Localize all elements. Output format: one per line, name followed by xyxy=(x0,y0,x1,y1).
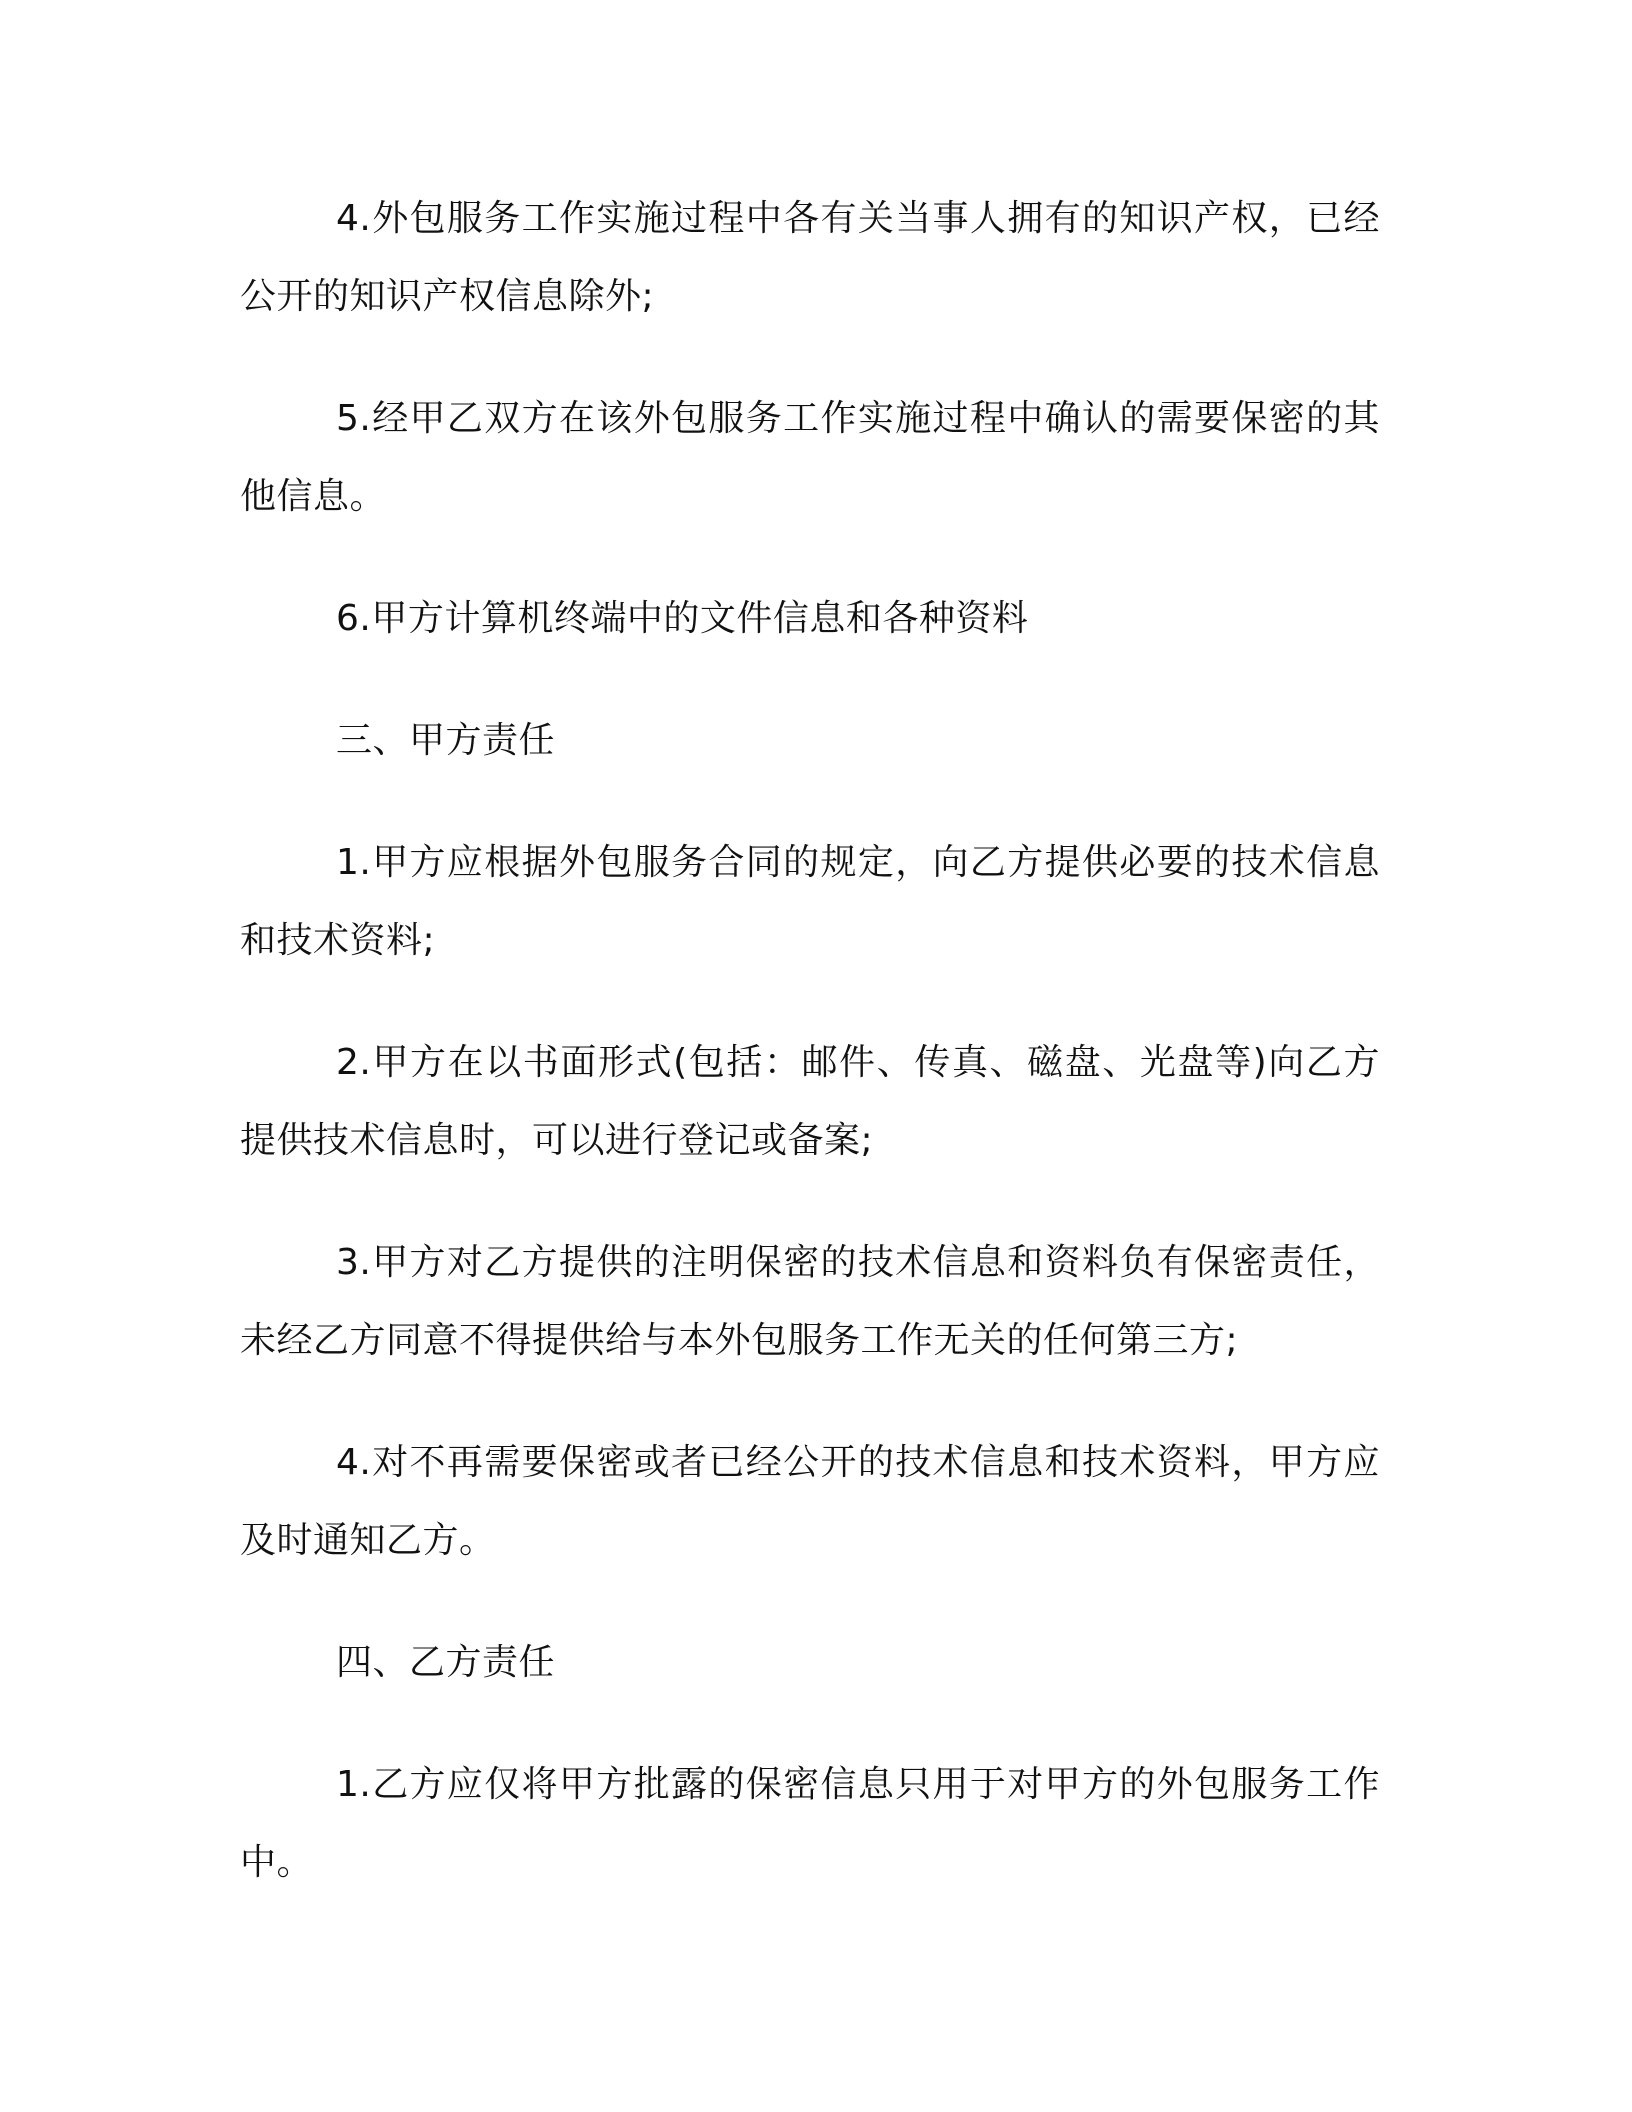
paragraph-item-a2: 2.甲方在以书面形式(包括：邮件、传真、磁盘、光盘等)向乙方提供技术信息时，可以进行登记或备案; xyxy=(240,1042,1380,1161)
paragraph-item-a3: 3.甲方对乙方提供的注明保密的技术信息和资料负有保密责任，未经乙方同意不得提供给与本外包服务工作无关的任何第三方; xyxy=(240,1242,1380,1361)
paragraph-item-b1: 1.乙方应仅将甲方批露的保密信息只用于对甲方的外包服务工作中。 xyxy=(240,1764,1380,1883)
paragraph-item-4: 4.外包服务工作实施过程中各有关当事人拥有的知识产权，已经公开的知识产权信息除外; xyxy=(240,198,1380,317)
paragraph-item-6: 6.甲方计算机终端中的文件信息和各种资料 xyxy=(336,598,1029,639)
paragraph-item-a4: 4.对不再需要保密或者已经公开的技术信息和技术资料，甲方应及时通知乙方。 xyxy=(240,1442,1380,1561)
paragraph-item-a1: 1.甲方应根据外包服务合同的规定，向乙方提供必要的技术信息和技术资料; xyxy=(240,842,1380,961)
paragraph-item-5: 5.经甲乙双方在该外包服务工作实施过程中确认的需要保密的其他信息。 xyxy=(240,398,1380,517)
document-body xyxy=(240,180,1380,1946)
section-heading-party-a-responsibility: 三、甲方责任 xyxy=(336,720,556,761)
section-heading-party-b-responsibility: 四、乙方责任 xyxy=(336,1642,556,1683)
